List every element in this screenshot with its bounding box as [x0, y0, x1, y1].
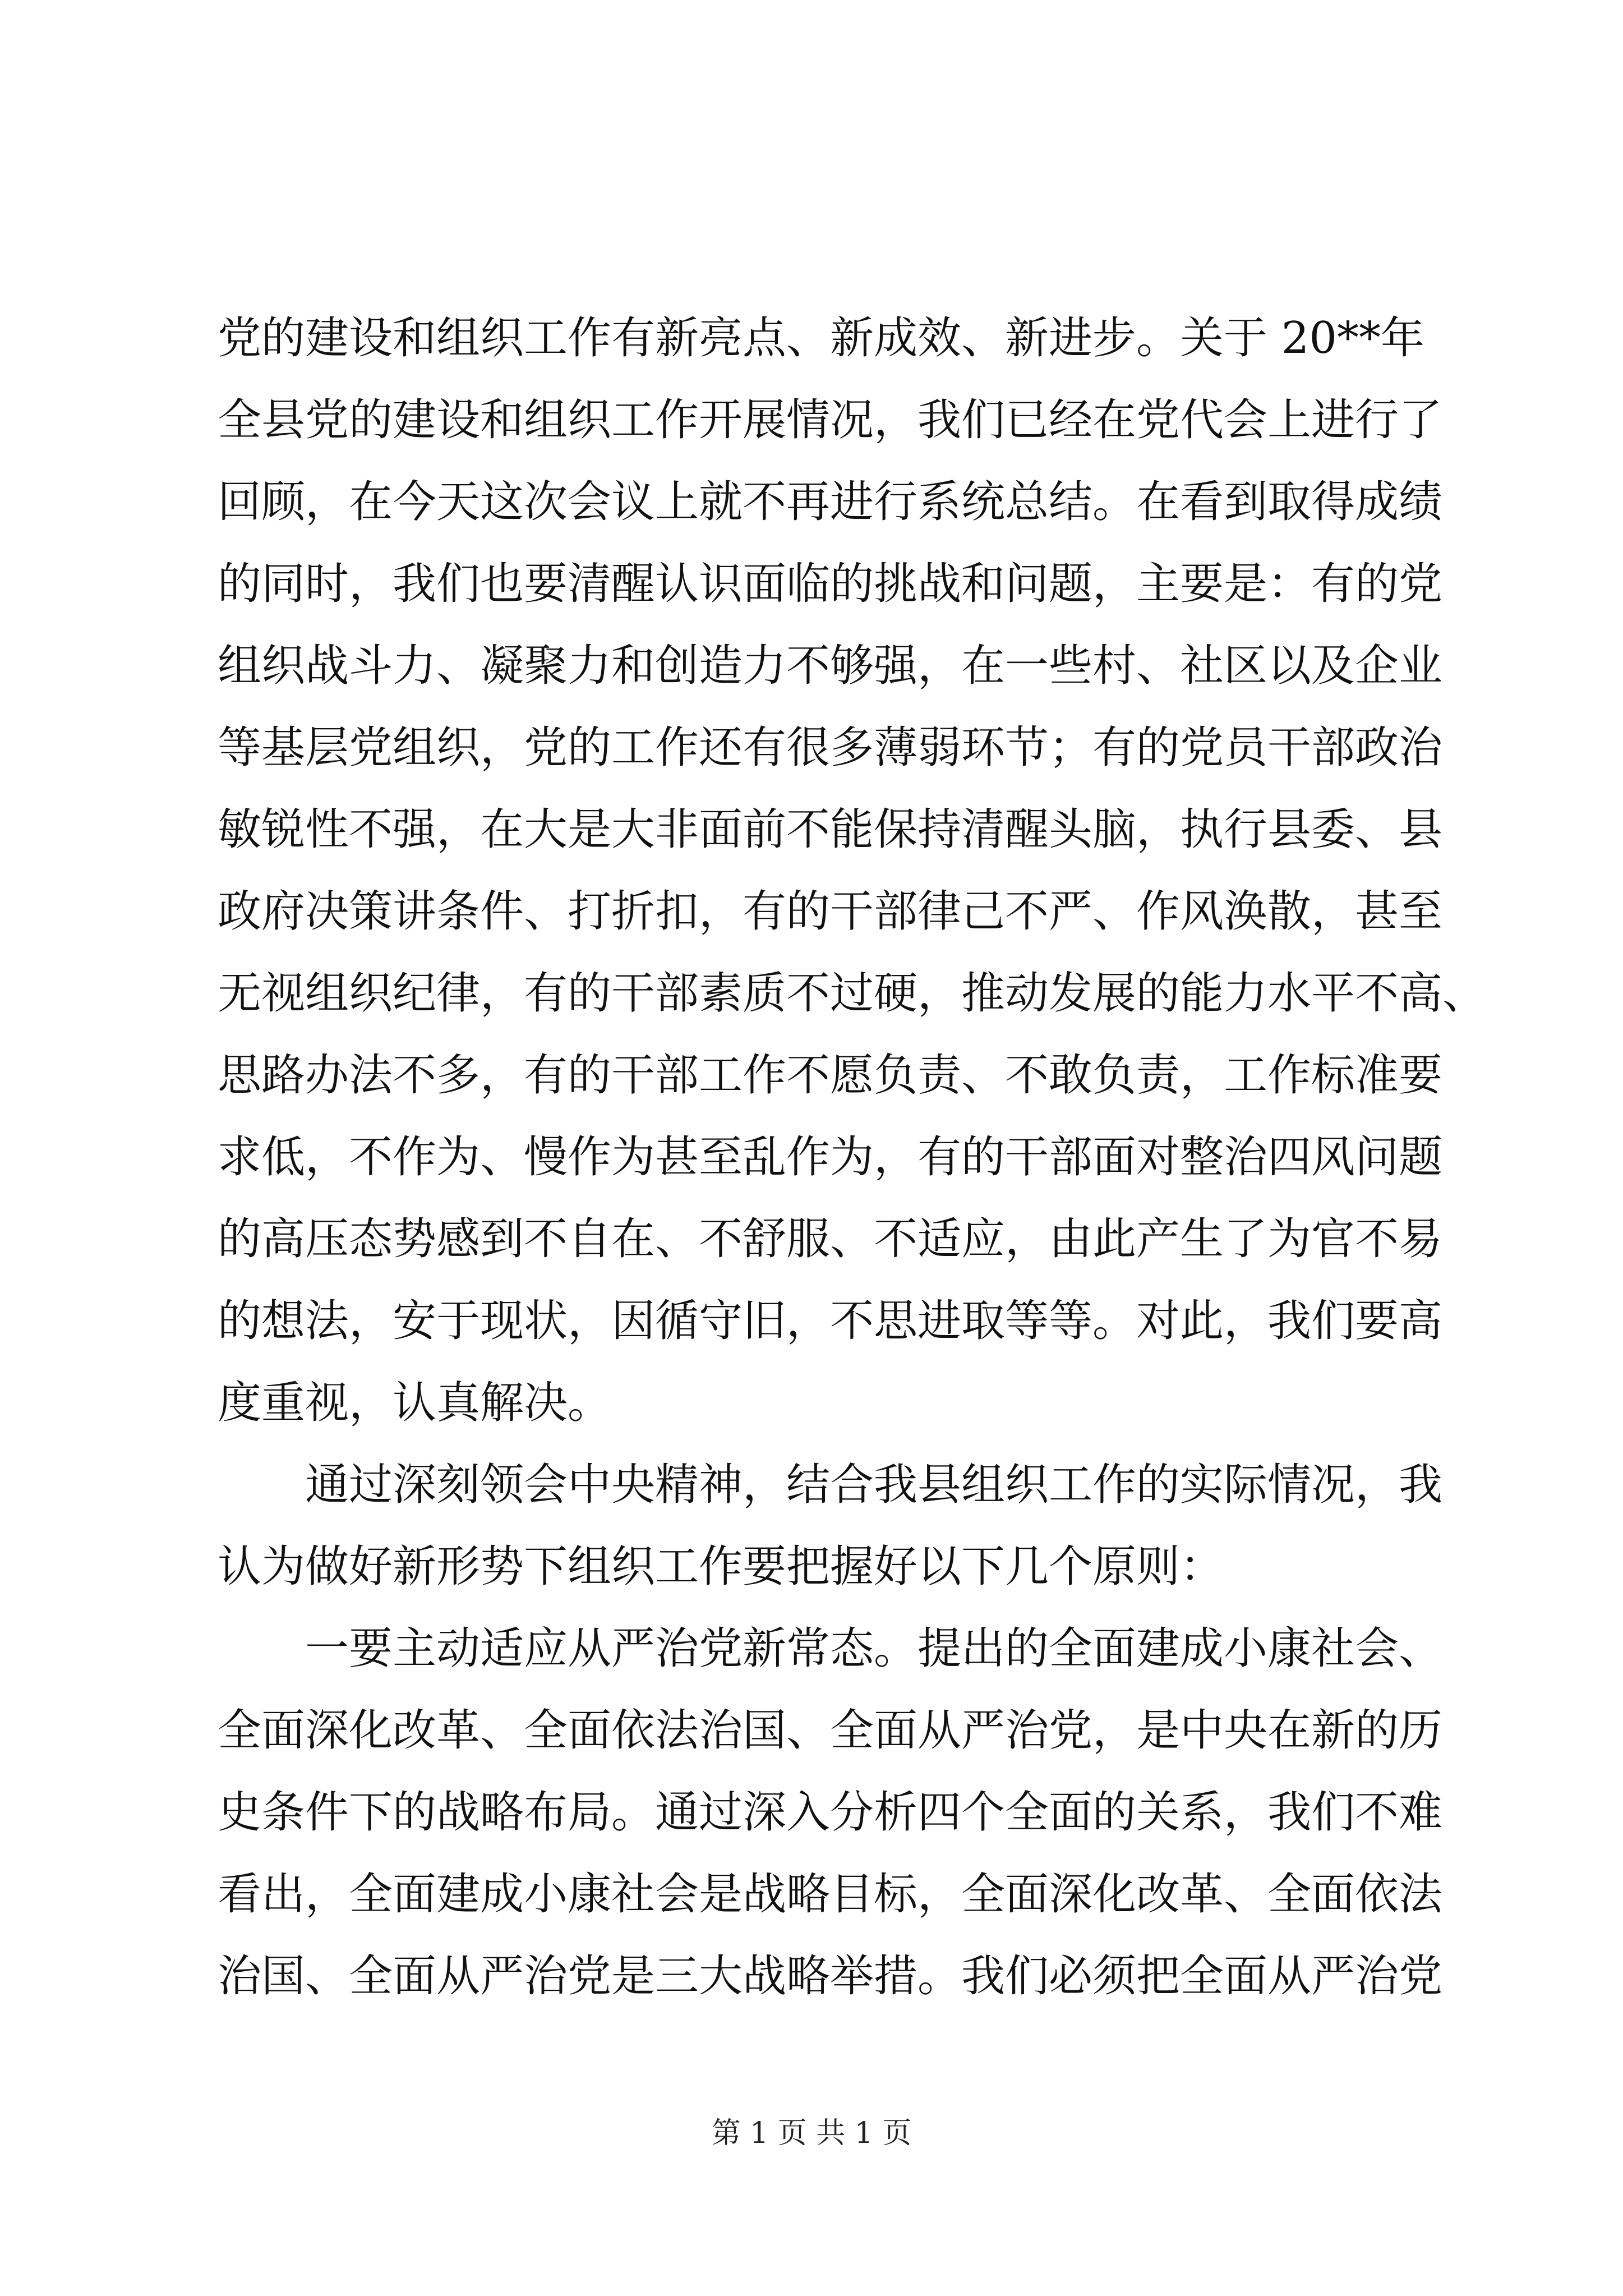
text-line: 看出，全面建成小康社会是战略目标，全面深化改革、全面依法	[218, 1869, 1443, 1920]
paragraph-first-line: 一要主动适应从严治党新常态。提出的全面建成小康社会、	[305, 1623, 1443, 1674]
text-line: 认为做好新形势下组织工作要把握好以下几个原则：	[218, 1542, 1224, 1592]
text-line: 史条件下的战略布局。通过深入分析四个全面的关系，我们不难	[218, 1787, 1443, 1838]
text-line: 思路办法不多，有的干部工作不愿负责、不敢负责，工作标准要	[218, 1050, 1443, 1101]
text-line: 回顾，在今天这次会议上就不再进行系统总结。在看到取得成绩	[218, 477, 1443, 527]
text-line: 治国、全面从严治党是三大战略举措。我们必须把全面从严治党	[218, 1951, 1443, 2001]
text-line: 政府决策讲条件、打折扣，有的干部律己不严、作风涣散，甚至	[218, 886, 1443, 937]
text-line: 组织战斗力、凝聚力和创造力不够强，在一些村、社区以及企业	[218, 641, 1443, 691]
text-line: 等基层党组织，党的工作还有很多薄弱环节；有的党员干部政治	[218, 723, 1443, 773]
text-line: 全面深化改革、全面依法治国、全面从严治党，是中央在新的历	[218, 1705, 1443, 1756]
text-line: 敏锐性不强，在大是大非面前不能保持清醒头脑，执行县委、县	[218, 804, 1443, 855]
text-line: 的高压态势感到不自在、不舒服、不适应，由此产生了为官不易	[218, 1214, 1443, 1264]
text-line: 党的建设和组织工作有新亮点、新成效、新进步。关于 20**年	[218, 313, 1425, 364]
page-footer	[0, 2114, 1623, 2153]
text-line: 无视组织纪律，有的干部素质不过硬，推动发展的能力水平不高、	[218, 968, 1487, 1019]
document-body	[218, 297, 1487, 2017]
text-line: 度重视，认真解决。	[218, 1378, 612, 1428]
text-line: 的想法，安于现状，因循守旧，不思进取等等。对此，我们要高	[218, 1296, 1443, 1346]
page-number-label: 第 1 页 共 1 页	[711, 2116, 912, 2150]
text-line: 的同时，我们也要清醒认识面临的挑战和问题，主要是：有的党	[218, 559, 1443, 609]
text-line: 求低，不作为、慢作为甚至乱作为，有的干部面对整治四风问题	[218, 1132, 1443, 1182]
paragraph-first-line: 通过深刻领会中央精神，结合我县组织工作的实际情况，我	[305, 1460, 1443, 1510]
text-line: 全县党的建设和组织工作开展情况，我们已经在党代会上进行了	[218, 395, 1443, 445]
